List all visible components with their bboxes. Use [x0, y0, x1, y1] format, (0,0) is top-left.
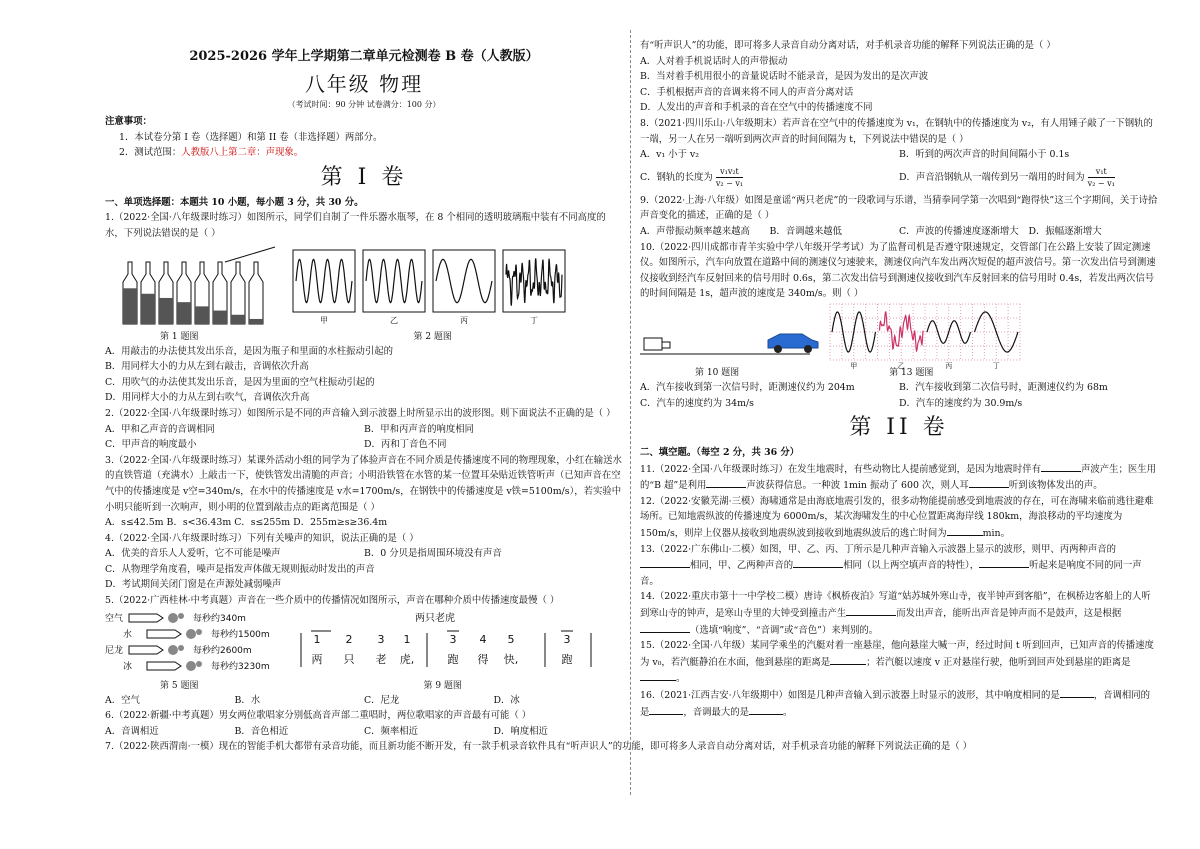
- listener-icon: [178, 645, 184, 651]
- q15-blank-2[interactable]: [640, 670, 676, 681]
- note-2: [105, 145, 623, 161]
- q6-option-d: D．响度相近: [493, 725, 548, 737]
- song-note: 1: [403, 632, 411, 646]
- bottle: [123, 262, 137, 324]
- q8-option-d: [899, 166, 1158, 189]
- listener-icon: [186, 661, 196, 671]
- bottle-outline: [231, 262, 245, 324]
- speed-label: 每秒约1500m: [211, 629, 270, 640]
- column-divider: [630, 30, 631, 795]
- listener-icon: [178, 613, 184, 619]
- q11-text-4: 听到该物体发出的声。: [1008, 480, 1103, 492]
- q12-blank-1[interactable]: [947, 525, 983, 536]
- waveform-label: 丙: [945, 361, 953, 370]
- medium-row: [105, 612, 246, 624]
- q4-option-d: D．考试期间关闭门窗是在声源处减弱噪声: [105, 579, 282, 591]
- waveform-panel: [363, 250, 425, 325]
- q7-option-b: B．当对着手机用很小的音量说话时不能录音，是因为发出的是次声波: [640, 71, 929, 83]
- q8-options-cd: [640, 163, 1158, 193]
- q5-q9-figures: [105, 609, 623, 679]
- section-1-heading: 一、单项选择题：本题共 10 小题，每小题 3 分，共 30 分。: [105, 196, 364, 208]
- song-note: 3: [377, 632, 385, 646]
- q4-options: [105, 546, 623, 562]
- exam-subtitle: 八年级 物理: [304, 72, 424, 96]
- q2-option-c: C．甲声音的响度最小: [105, 439, 197, 451]
- song-note: 5: [507, 632, 515, 646]
- medium-row: [123, 660, 270, 672]
- q14-blank-2[interactable]: [640, 622, 690, 633]
- song-note: 2: [345, 632, 353, 646]
- q11: [640, 461, 1158, 494]
- q8-option-d-label: D．声音沿钢轨从一端传到另一端用的时间为: [899, 171, 1085, 183]
- bottle-water: [249, 319, 263, 324]
- song-lyric: 跑: [447, 652, 459, 666]
- notes-heading: 注意事项：: [105, 116, 152, 127]
- medium-row: [123, 628, 270, 640]
- song-title: 两只老虎: [415, 612, 455, 624]
- q16-text-1: 16.（2021·江西吉安·八年级期中）如图是几种声音输入到示波器上时显示的波形，其中响度相同的是: [640, 690, 1060, 701]
- q10-option-d: D．汽车的速度约为 30.9m/s: [899, 397, 1023, 409]
- q7-stem-line1: 7.（2022·陕西渭南·一模）现在的智能手机大都带有录音功能，而且新功能不断开发，有一款手机录音软件具有“听声识人”的功能，即可将多人录音自动分离对话，对手机录音功能的解释下列说法正确的是（ ）: [105, 741, 972, 753]
- q16-blank-1[interactable]: [1060, 687, 1094, 698]
- q4-stem: 4.（2022·全国·八年级课时练习）下列有关噪声的知识，说法正确的是（ ）: [105, 532, 419, 544]
- q16-text-4: 。: [783, 706, 793, 718]
- bottle: [213, 262, 227, 324]
- q11-blank-1[interactable]: [1041, 461, 1081, 472]
- bottle-water: [195, 306, 209, 324]
- note-2-prefix: 2．测试范围：: [119, 147, 182, 159]
- q16-text-2: ，音调相同的是: [640, 690, 1150, 718]
- volume-2-heading: 第 II 卷: [849, 415, 949, 441]
- q10-option-c: C．汽车的速度约为 34m/s: [640, 397, 754, 409]
- q14-text-1: 14.（2022·重庆市第十一中学校二模）唐诗《枫桥夜泊》写道“姑苏城外寒山寺，夜半钟声到客船”，在枫桥边客船上的人听到寒山寺的钟声，是寒山寺里的大钟受到撞击产生: [640, 591, 1151, 620]
- fig9-caption: 第 9 题图: [423, 680, 462, 691]
- q5-option-a: A．空气: [105, 694, 140, 706]
- q8-c-numerator: v₁v₂t: [716, 166, 743, 178]
- medium-label: 冰: [123, 661, 133, 672]
- section-2-heading: 二、填空题。（每空 2 分，共 36 分）: [640, 447, 800, 459]
- bottles-and-waves-figure: [105, 242, 623, 330]
- q2-option-d: D．丙和丁音色不同: [364, 439, 447, 451]
- medium-label: 水: [123, 629, 133, 640]
- q6-option-b: B．音色相近: [234, 725, 289, 737]
- q1-stem: 1.（2022·全国·八年级课时练习）如图所示，同学们自制了一件乐器水瓶琴，在 8 个相同的透明玻璃瓶中装有不同高度的水，下列说法错误的是（ ）: [105, 212, 606, 239]
- q8-d-numerator: v₁t: [1088, 166, 1115, 178]
- song-note: 3: [563, 632, 571, 646]
- song-note: 4: [479, 632, 487, 646]
- q7-option-c: C．手机根据声音的音调来将不同人的声音分离对话: [640, 86, 854, 98]
- waveform-panel: [503, 250, 565, 325]
- q1-option-b: B．用同样大小的力从左到右敲击，音调依次升高: [105, 361, 309, 373]
- q13-blank-3[interactable]: [979, 557, 1029, 568]
- waveform-line: [927, 321, 971, 344]
- q6-stem: 6.（2022·新疆·中考真题）男女两位歌唱家分别低高音声部二重唱时，两位歌唱家的声音最有可能（ ）: [105, 710, 532, 722]
- q5-option-d: D．冰: [493, 694, 520, 706]
- q8-option-d-fraction: [1088, 166, 1115, 189]
- exam-meta: （考试时间：90 分钟 试卷满分：100 分）: [287, 100, 441, 109]
- q13-blank-2[interactable]: [793, 557, 843, 568]
- song-lyric: 只: [343, 652, 355, 666]
- q8-options-ab: [640, 147, 1158, 163]
- q14-text-2: 而发出声音，能听出声音是钟声而不是鼓声，这是根据: [896, 608, 1122, 620]
- q7-option-a: A．人对着手机说话时人的声带振动: [640, 55, 788, 67]
- bottle-water: [123, 288, 137, 324]
- song-lyric: 老: [375, 652, 387, 666]
- speed-camera-icon: [644, 338, 662, 350]
- q14-blank-1[interactable]: [846, 605, 896, 616]
- song-lyric: 虎,: [399, 652, 415, 666]
- listener-icon: [168, 645, 178, 655]
- note-1: 1．本试卷分第 I 卷（选择题）和第 II 卷（非选择题）两部分。: [119, 131, 383, 143]
- waveform-panel: [293, 250, 355, 325]
- song-lyric: 跑: [561, 652, 573, 666]
- q2-stem: 2.（2022·全国·八年级课时练习）如图所示是不同的声音输入到示波器上时所显示出的波形图。则下面说法不正确的是（ ）: [105, 407, 616, 419]
- bottle-water: [231, 314, 245, 323]
- fig1-caption: 第 1 题图: [160, 331, 199, 342]
- listener-icon: [186, 629, 196, 639]
- q8-option-b: B．听到的两次声音的时间间隔小于 0.1s: [899, 149, 1070, 161]
- bottle: [177, 262, 191, 324]
- q14: [640, 589, 1158, 638]
- volume-1-heading: 第 I 卷: [320, 164, 408, 190]
- speed-label: 每秒约2600m: [193, 645, 252, 656]
- car-wheel-icon: [804, 345, 812, 353]
- q8-option-c-label: C．钢轨的长度为: [640, 171, 713, 183]
- q6-option-c: C．频率相近: [364, 725, 419, 737]
- waveform-label: 甲: [320, 315, 328, 325]
- q11-text-2: 声波产生；医生用的“B 超”是利用: [640, 463, 1156, 492]
- q2-options: [105, 422, 623, 453]
- q10-option-b: B．汽车接收到第二次信号时，距测速仪约为 68m: [899, 381, 1108, 393]
- bottle: [159, 262, 173, 324]
- q15-blank-1[interactable]: [830, 654, 866, 665]
- note-2-scope: 人教版八上第二章：声现象。: [181, 147, 304, 159]
- listener-icon: [168, 613, 178, 623]
- q16-blank-2[interactable]: [649, 704, 683, 715]
- waveform-line: [880, 311, 924, 350]
- q2-option-a: A．甲和乙声音的音调相同: [105, 423, 215, 435]
- q11-text-1: 11.（2022·全国·八年级课时练习）在发生地震时，有些动物比人提前感觉到，是因为地震时伴有: [640, 463, 1041, 475]
- q12: [640, 494, 1158, 542]
- q11-text-3: 声波获得信息。一种波 1min 振动了 600 次，则人耳: [746, 480, 969, 492]
- q4-option-a: A．优美的音乐人人爱听，它不可能是噪声: [105, 548, 281, 560]
- waveform-label: 丙: [460, 315, 468, 325]
- q4-option-c: C．从物理学角度看，噪声是指发声体做无规则振动时发出的声音: [105, 563, 375, 575]
- q16-text-3: ，音调最大的是: [683, 706, 750, 718]
- q12-text-1: 12.（2022·安徽芜湖·三模）海啸通常是由海底地震引发的，很多动物能提前感受到地震波的存在，可在海啸来临前逃往避难场所。已知地震纵波的传播速度为 6000m/s，某次海啸发生的中心位置距离海岸线 180km，海浪移动的平均速度为 150m/s，则岸上仪器从接收到地震纵波到接收到地震纵波后的逃亡时间为: [640, 495, 1154, 540]
- speed-label: 每秒约3230m: [211, 661, 270, 672]
- q2-option-b: B．甲和丙声音的响度相同: [364, 423, 475, 435]
- q5-options: [105, 693, 623, 709]
- q8-option-a: A．v₁ 小于 v₂: [640, 149, 699, 161]
- q10-option-a: A．汽车接收到第一次信号时，距测速仪约为 204m: [640, 381, 855, 393]
- q1-q2-figures: [105, 242, 623, 330]
- q15-text-1: 15.（2022·全国·八年级）某同学乘坐的汽艇对着一座悬崖，他向悬崖大喊一声，经过时间 t 听到回声，已知声音的传播速度为 v₀，若汽艇静泊在水面，他到悬崖的距离是: [640, 640, 1154, 668]
- right-column: [640, 38, 1158, 720]
- bottle-water: [177, 302, 191, 324]
- q9-option-b: B．音调越来越低: [769, 225, 843, 237]
- fig5-caption: 第 5 题图: [160, 680, 199, 691]
- q15-text-2: ；若汽艇以速度 v 正对悬崖行驶，他听到回声处到悬崖的距离是: [866, 656, 1131, 668]
- song-note: 1: [313, 632, 321, 646]
- fig10-caption: 第 10 题图: [695, 367, 740, 378]
- q5-option-c: C．尼龙: [364, 694, 400, 706]
- q9-option-c: C．声波的传播速度逐渐增大: [899, 225, 1019, 237]
- q13: [640, 542, 1158, 590]
- song-note: 3: [449, 632, 457, 646]
- bottle-water: [141, 293, 155, 323]
- waveform-label: 乙: [897, 361, 905, 370]
- q10-q13-figures: [640, 302, 1158, 370]
- fig2-caption: 第 2 题图: [413, 331, 452, 342]
- arrow-icon: [129, 646, 163, 654]
- q11-blank-3[interactable]: [969, 477, 1009, 488]
- exam-title: 2025-2026 学年上学期第二章单元检测卷 B 卷（人教版）: [189, 49, 539, 64]
- q1-option-c: C．用吹气的办法使其发出乐音，是因为里面的空气柱振动引起的: [105, 376, 375, 388]
- q1-option-a: A．用敲击的办法使其发出乐音，是因为瓶子和里面的水柱振动引起的: [105, 345, 394, 357]
- q10-options: [640, 380, 1158, 411]
- q6-options: [105, 724, 623, 740]
- q4-option-b: B．0 分贝是指周围环境没有声音: [364, 548, 502, 560]
- q10-stem: 10.（2022·四川成都市青羊实验中学八年级开学考试）为了监督司机是否遵守限速规定，交管部门在公路上安装了固定测速仪。如图所示，汽车向放置在道路中间的测速仪匀速驶来，测速仪向汽车发出两次短促的超声波信号。第一次发出信号到测速仪接收到经汽车反射回来的信号用时 0.6s，第二次发出信号到测速仪接收到汽车反射回来的信号用时 0.4s，若发出两次信号的时间间隔是 1s，超声波的速度是 340m/s。则（ ）: [640, 241, 1156, 300]
- q5-option-b: B．水: [234, 694, 261, 706]
- song-lyric: 得: [477, 652, 489, 666]
- q3-stem: 3.（2022·全国·八年级课时练习）某课外活动小组的同学为了体验声音在不同介质是传播速度不同的物理现象，小红在输送水的直铁管道（充满水）上敲击一下，使铁管发出清脆的声音；小明沿铁管在水管的某一位置耳朵贴近铁管听声（已知声音在空气中的传播速度是 v空=340m/s，在水中的传播速度是 v水=1700m/s，在钢铁中的传播速度是 v铁=5100m/s），若实验中小明只能听到一次响声，则小明的位置到敲击点的距离范围是（ ）: [105, 454, 622, 513]
- q14-text-3: （选填“响度”、“音调”或“音色”）来判别的。: [690, 624, 879, 636]
- q15-text-3: 。: [676, 673, 686, 685]
- q8-d-denominator: v₂ − v₁: [1087, 179, 1115, 189]
- q7-option-d: D．人发出的声音和手机录的音在空气中的传播速度不同: [640, 102, 873, 114]
- q9-option-d: D．振幅逐渐增大: [1028, 225, 1102, 237]
- car-and-waves-figure: [640, 302, 1158, 370]
- listener-icon: [196, 661, 202, 667]
- speed-label: 每秒约340m: [193, 613, 246, 624]
- q5-stem: 5.（2022·广西桂林·中考真题）声音在一些介质中的传播情况如图所示，声音在哪种介质中传播速度最慢（ ）: [105, 595, 560, 607]
- bottle-outline: [249, 262, 263, 324]
- bottle: [249, 262, 263, 324]
- waveform-panel: [433, 250, 495, 325]
- fig13-caption: 第 13 题图: [889, 367, 934, 378]
- medium-label: 空气: [105, 613, 124, 624]
- q1-q2-captions: [105, 330, 623, 344]
- waveform-label: 甲: [850, 361, 858, 370]
- song-lyric: 快,: [503, 652, 519, 666]
- bottle-water: [159, 298, 173, 324]
- q12-text-2: min。: [982, 528, 1010, 540]
- car-wheel-icon: [774, 345, 782, 353]
- arrow-icon: [129, 614, 163, 622]
- waveform-label: 丁: [530, 315, 538, 325]
- q16: [640, 687, 1158, 720]
- bottle: [141, 262, 155, 324]
- arrow-icon: [147, 630, 181, 638]
- listener-icon: [196, 629, 202, 635]
- waveform-label: 乙: [390, 315, 398, 325]
- media-and-song-figure: [105, 609, 623, 679]
- q7-stem-continued: 有“听声识人”的功能，即可将多人录音自动分离对话，对手机录音功能的解释下列说法正确的是（ ）: [640, 40, 1056, 51]
- q8-stem: 8.（2021·四川乐山·八年级期末）若声音在空气中的传播速度为 v₁，在钢轨中的传播速度为 v₂，有人用锤子敲了一下钢轨的一端，另一人在另一端听到两次声音的时间间隔为 t，下列说法中错误的是（ ）: [640, 117, 1153, 145]
- q2-waveforms: [293, 250, 565, 325]
- water-bottles: [123, 247, 275, 324]
- q13-blank-1[interactable]: [640, 557, 690, 568]
- waveform-label: 丁: [992, 361, 1000, 370]
- q11-blank-2[interactable]: [706, 477, 746, 488]
- q5-q9-captions: [105, 679, 623, 693]
- q13-text-2: 相同，甲、乙两种声音的: [690, 560, 794, 572]
- q8-option-c-fraction: [716, 166, 743, 189]
- medium-label: 尼龙: [105, 645, 124, 656]
- speed-camera-lens-icon: [662, 342, 670, 348]
- q8-option-c: [640, 166, 899, 189]
- q9-options: [640, 224, 1158, 240]
- q9-option-a: A．声带振动频率越来越高: [640, 225, 750, 237]
- q1-option-d: D．用同样大小的力从左到右吹气，音调依次升高: [105, 392, 310, 404]
- q13-text-4: 听起来是响度不同的同一声音。: [640, 560, 1142, 587]
- bottle: [231, 262, 245, 324]
- bottle-stick: [225, 247, 275, 262]
- q16-blank-3[interactable]: [749, 704, 783, 715]
- q8-c-denominator: v₂ − v₁: [715, 179, 744, 189]
- q13-text-3: 相同（以上两空填声音的特性），: [843, 560, 980, 572]
- q3-options: A．s≤42.5m B．s<36.43m C．s≤255m D．255m≥s≥36.4m: [105, 517, 388, 529]
- q6-option-a: A．音调相近: [105, 725, 159, 737]
- q15: [640, 638, 1158, 687]
- arrow-icon: [147, 662, 181, 670]
- q9-stem: 9.（2022·上海·八年级）如图是童谣“两只老虎”的一段歌词与乐谱，当猜拳同学第一次唱到“跑得快”这三个字期间，关于诗拾声音变化的描述，正确的是（ ）: [640, 194, 1158, 222]
- bottle-water: [213, 310, 227, 323]
- q13-text-1: 13.（2022·广东佛山·二模）如图，甲、乙、丙、丁所示是几种声音输入示波器上显示的波形，则甲、丙两种声音的: [640, 543, 1116, 555]
- medium-row: [105, 644, 252, 656]
- bottle: [195, 262, 209, 324]
- song-lyric: 两: [311, 652, 323, 666]
